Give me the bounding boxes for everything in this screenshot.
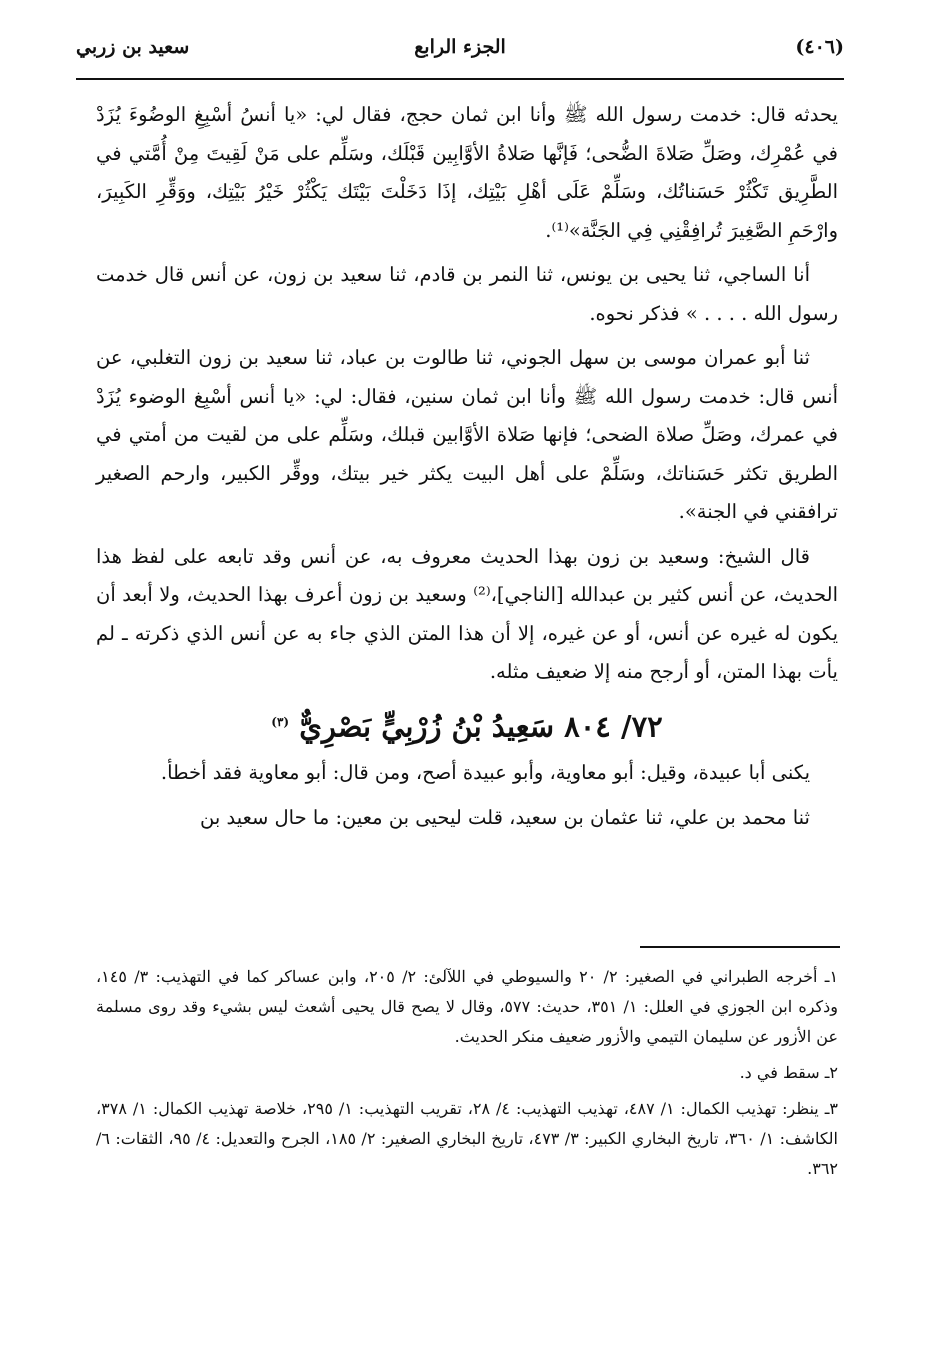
section-title-text: ٧٢/ ٨٠٤ سَعِيدُ بْنُ زُرْبِيٍّ بَصْرِيٌّ — [299, 709, 663, 744]
footnote: ٢ـ سقط في د. — [739, 1063, 838, 1082]
section-title — [96, 698, 838, 751]
footnotes — [96, 962, 838, 1190]
paragraph: ثنا أبو عمران موسى بن سهل الجوني، ثنا طالوت بن عباد، ثنا سعيد بن زون التغلبي، عن أنس قال: خدمت رسول الله ﷺ وأنا ابن ثمان سنين، فقال: لي: «يا أنس أسْبِغ الوضوء يُزَدْ في عمرك، وصَلِّ صلاة الضحى؛ فإنها صَلاة الأوَّابين قبلك، وسَلِّم على من لقيت من أمتي في الطريق تكثر حَسَناتك، وسَلِّمْ على أهل البيت يكثر خير بيتك، ووقِّر الكبير، وارحم الصغير ترافقني في الجنة». — [96, 346, 838, 523]
header-divider — [76, 78, 844, 80]
main-text — [96, 96, 838, 843]
footnote-ref: (٣) — [271, 714, 290, 729]
running-title: سعيد بن زربي — [76, 36, 190, 58]
volume-title: الجزء الرابع — [414, 36, 506, 58]
page-number: (٤٠٦) — [795, 36, 844, 58]
footnote: ١ـ أخرجه الطبراني في الصغير: ٢/ ٢٠ والسيوطي في اللآلئ: ٢/ ٢٠٥، وابن عساكر كما في التهذيب: ٣/ ١٤٥، وذكره ابن الجوزي في العلل: ١/ ٣٥١، حديث: ٥٧٧، وقال لا يصح قال يحيى أشعث ليس بشيء وقد روى مسلمة عن الأزور عن سليمان التيمي والأزور ضعيف منكر الحديث. — [96, 967, 839, 1046]
page-header — [76, 26, 844, 76]
paragraph: ثنا محمد بن علي، ثنا عثمان بن سعيد، قلت ليحيى بن معين: ما حال سعيد بن — [199, 805, 810, 829]
paragraph: أنا الساجي، ثنا يحيى بن يونس، ثنا النمر بن قادم، ثنا سعيد بن زون، عن أنس قال خدمت رسول الله . . . . » فذكر نحوه. — [96, 263, 838, 325]
paragraph: قال الشيخ: وسعيد بن زون بهذا الحديث معروف به، عن أنس وقد تابعه على لفظ هذا الحديث، عن أنس كثير بن عبدالله [الناجي]،⁽²⁾ وسعيد بن زون أعرف بهذا الحديث، ولا أبعد أن يكون له غيره عن أنس، أو عن غيره، إلا أن هذا المتن الذي جاء به عن أنس الذي ذكرته ـ لم يأت بهذا المتن، أو أرجح منه إلا ضعيف مثله. — [96, 544, 838, 683]
footnote: ٣ـ ينظر: تهذيب الكمال: ١/ ٤٨٧، تهذيب التهذيب: ٤/ ٢٨، تقريب التهذيب: ١/ ٢٩٥، خلاصة تهذيب الكمال: ١/ ٣٧٨، الكاشف: ١/ ٣٦٠، تاريخ البخاري الكبير: ٣/ ٤٧٣، تاريخ البخاري الصغير: ٢/ ١٨٥، الجرح والتعديل: ٤/ ٩٥، الثقات: ٦/ ٣٦٢. — [96, 1099, 838, 1178]
paragraph: يكنى أبا عبيدة، وقيل: أبو معاوية، وأبو عبيدة أصح، ومن قال: أبو معاوية فقد أخطأ. — [160, 761, 810, 785]
paragraph: يحدثه قال: خدمت رسول الله ﷺ وأنا ابن ثمان حجج، فقال لي: «يا أنسُ أسْبِغِ الوضُوءَ يُزَدْ في عُمْرِك، وصَلِّ صَلاةَ الضُّحى؛ فَإنَّها صَلاةُ الأوَّابِين قَبْلَك، وسَلِّم على مَنْ لَقِيتَ مِنْ أُمَّتي في الطَّرِيق تَكْثُرْ حَسَناتُك، وسَلِّمْ عَلَى أهْلِ بَيْتِك، إذَا دَخَلْتَ بَيْتَك يَكْثُرْ خَيْرُ بَيْتِك، ووَقِّرِ الكَبِيرَ، وارْحَمِ الصَّغِيرَ تُرافِقْنِي فِي الجَنَّة»⁽¹⁾. — [96, 103, 838, 242]
footnote-divider — [640, 946, 840, 948]
